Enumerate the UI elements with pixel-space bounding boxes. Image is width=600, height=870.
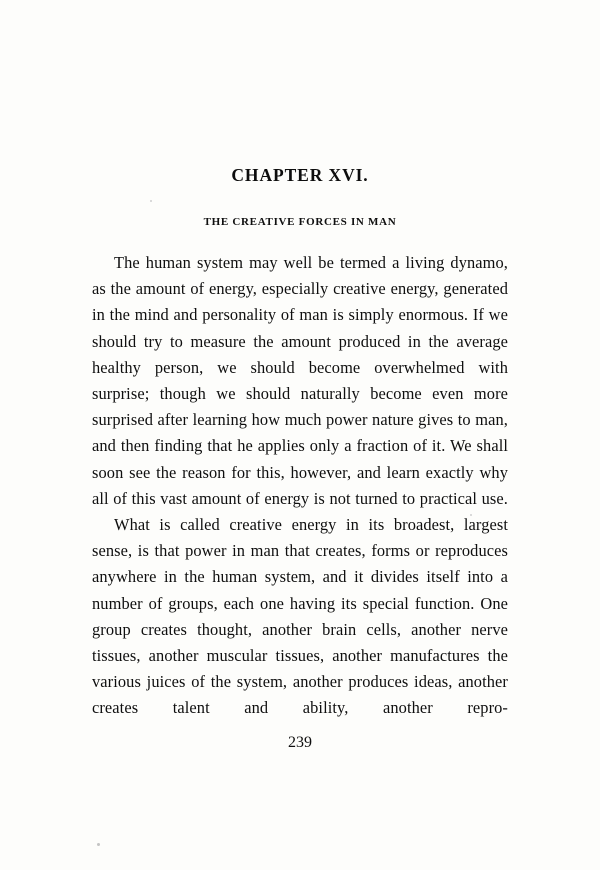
- chapter-subtitle: THE CREATIVE FORCES IN MAN: [203, 216, 397, 228]
- paragraph: [92, 250, 508, 512]
- body-text: [92, 250, 508, 722]
- paragraph-text: The human system may well be termed a living dynamo, as the amount of energy, especially creative energy, generated in the mind and personality of man is simply enormous. If we should try to measure the amount produced in the average healthy person, we should become overwhelmed with surprise; though we should naturally become even more surprised after learning how much power nature gives to man, and then finding that he applies only a fraction of it. We shall soon see the reason for this, however, and learn exactly why all of this vast amount of energy is not turned to practical use.: [92, 253, 508, 508]
- chapter-heading: CHAPTER XVI.: [231, 165, 369, 185]
- paragraph: [92, 512, 508, 722]
- page-number: 239: [288, 733, 312, 751]
- paragraph-text: What is called creative energy in its broadest, largest sense, is that power in man that creates, forms or reproduces anywhere in the human system, and it divides itself into a number of groups, each one having its special function. One group creates thought, another brain cells, another nerve tissues, another muscular tissues, another manufactures the various juices of the system, another produces ideas, another creates talent and ability, another repro-: [92, 515, 508, 718]
- page-content: [92, 0, 508, 870]
